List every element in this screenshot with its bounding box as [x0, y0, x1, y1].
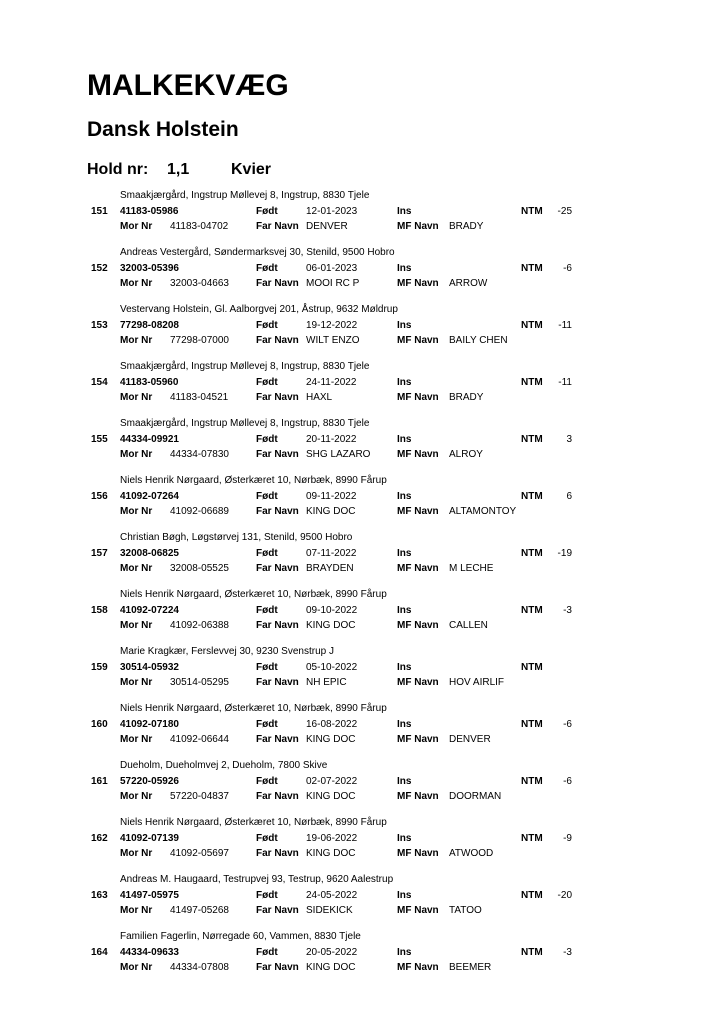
maternal-grandsire-name: DENVER	[449, 734, 491, 745]
maternal-grandsire-label: MF Navn	[397, 449, 439, 460]
ntm-label: NTM	[521, 662, 543, 673]
maternal-grandsire-name: HOV AIRLIF	[449, 677, 505, 688]
animal-entry	[0, 756, 724, 813]
maternal-grandsire-label: MF Navn	[397, 677, 439, 688]
animal-entry	[0, 699, 724, 756]
mother-label: Mor Nr	[120, 620, 153, 631]
ntm-value: -19	[557, 548, 572, 559]
ins-label: Ins	[397, 434, 412, 445]
ntm-label: NTM	[521, 263, 543, 274]
animal-id: 77298-08208	[120, 320, 179, 331]
maternal-grandsire-label: MF Navn	[397, 335, 439, 346]
entry-number: 163	[91, 890, 108, 901]
ins-label: Ins	[397, 491, 412, 502]
mother-number: 41092-05697	[170, 848, 229, 859]
born-date: 16-08-2022	[306, 719, 358, 730]
sire-name: SHG LAZARO	[306, 449, 371, 460]
sire-name: HAXL	[306, 392, 333, 403]
owner-address: Niels Henrik Nørgaard, Østerkæret 10, Nørbæk, 8990 Fårup	[120, 703, 387, 714]
ins-label: Ins	[397, 605, 412, 616]
sire-name: SIDEKICK	[306, 905, 353, 916]
animal-entry	[0, 300, 724, 357]
born-label: Født	[256, 491, 278, 502]
animal-entry	[0, 357, 724, 414]
ntm-label: NTM	[521, 320, 543, 331]
born-label: Født	[256, 263, 278, 274]
born-label: Født	[256, 206, 278, 217]
sire-label: Far Navn	[256, 221, 299, 232]
animal-id: 41183-05960	[120, 377, 179, 388]
ntm-label: NTM	[521, 377, 543, 388]
maternal-grandsire-name: CALLEN	[449, 620, 488, 631]
mother-label: Mor Nr	[120, 278, 153, 289]
sire-name: NH EPIC	[306, 677, 347, 688]
sire-label: Far Navn	[256, 392, 299, 403]
sire-label: Far Navn	[256, 905, 299, 916]
ntm-value: -3	[563, 605, 572, 616]
ntm-value: -20	[557, 890, 572, 901]
ins-label: Ins	[397, 377, 412, 388]
entry-number: 156	[91, 491, 108, 502]
sire-name: BRAYDEN	[306, 563, 354, 574]
ntm-label: NTM	[521, 434, 543, 445]
maternal-grandsire-label: MF Navn	[397, 563, 439, 574]
animal-id: 41092-07224	[120, 605, 179, 616]
mother-number: 44334-07808	[170, 962, 229, 973]
born-date: 09-10-2022	[306, 605, 358, 616]
sire-name: KING DOC	[306, 962, 356, 973]
ntm-label: NTM	[521, 491, 543, 502]
animal-id: 41092-07264	[120, 491, 179, 502]
sire-label: Far Navn	[256, 278, 299, 289]
entry-number: 153	[91, 320, 108, 331]
document-title: MALKEKVÆG	[87, 69, 289, 102]
sire-name: MOOI RC P	[306, 278, 360, 289]
entry-number: 162	[91, 833, 108, 844]
owner-address: Niels Henrik Nørgaard, Østerkæret 10, Nørbæk, 8990 Fårup	[120, 817, 387, 828]
ntm-label: NTM	[521, 833, 543, 844]
sire-label: Far Navn	[256, 848, 299, 859]
owner-address: Vestervang Holstein, Gl. Aalborgvej 201, Åstrup, 9632 Møldrup	[120, 304, 398, 315]
born-date: 06-01-2023	[306, 263, 358, 274]
animal-entry	[0, 870, 724, 927]
maternal-grandsire-name: ATWOOD	[449, 848, 494, 859]
born-label: Født	[256, 377, 278, 388]
maternal-grandsire-name: BRADY	[449, 221, 484, 232]
maternal-grandsire-label: MF Navn	[397, 278, 439, 289]
born-date: 20-05-2022	[306, 947, 358, 958]
ntm-label: NTM	[521, 890, 543, 901]
sire-name: KING DOC	[306, 791, 356, 802]
sire-name: KING DOC	[306, 848, 356, 859]
maternal-grandsire-name: BEEMER	[449, 962, 492, 973]
born-label: Født	[256, 947, 278, 958]
ntm-label: NTM	[521, 776, 543, 787]
animal-entry	[0, 927, 724, 984]
breed-heading: Dansk Holstein	[87, 118, 239, 141]
mother-label: Mor Nr	[120, 449, 153, 460]
ins-label: Ins	[397, 548, 412, 559]
maternal-grandsire-label: MF Navn	[397, 506, 439, 517]
born-label: Født	[256, 434, 278, 445]
maternal-grandsire-name: ALROY	[449, 449, 483, 460]
entry-number: 160	[91, 719, 108, 730]
animal-id: 44334-09921	[120, 434, 179, 445]
animal-entry	[0, 471, 724, 528]
maternal-grandsire-label: MF Navn	[397, 848, 439, 859]
born-label: Født	[256, 320, 278, 331]
mother-label: Mor Nr	[120, 962, 153, 973]
ntm-value: -11	[558, 320, 572, 331]
mother-label: Mor Nr	[120, 335, 153, 346]
sire-name: KING DOC	[306, 506, 356, 517]
mother-number: 41497-05268	[170, 905, 229, 916]
ntm-label: NTM	[521, 605, 543, 616]
owner-address: Niels Henrik Nørgaard, Østerkæret 10, Nørbæk, 8990 Fårup	[120, 589, 387, 600]
sire-name: DENVER	[306, 221, 348, 232]
animal-id: 32003-05396	[120, 263, 179, 274]
animal-id: 30514-05932	[120, 662, 179, 673]
ins-label: Ins	[397, 206, 412, 217]
owner-address: Familien Fagerlin, Nørregade 60, Vammen, 8830 Tjele	[120, 931, 361, 942]
mother-label: Mor Nr	[120, 563, 153, 574]
animal-entry	[0, 414, 724, 471]
mother-number: 41092-06388	[170, 620, 229, 631]
ntm-value: -3	[563, 947, 572, 958]
maternal-grandsire-name: ARROW	[449, 278, 488, 289]
ntm-value: -6	[563, 263, 572, 274]
animal-entry	[0, 813, 724, 870]
ntm-label: NTM	[521, 206, 543, 217]
born-date: 05-10-2022	[306, 662, 358, 673]
mother-label: Mor Nr	[120, 506, 153, 517]
entry-number: 161	[91, 776, 108, 787]
ntm-value: 6	[566, 491, 572, 502]
mother-number: 77298-07000	[170, 335, 229, 346]
born-label: Født	[256, 719, 278, 730]
sire-label: Far Navn	[256, 962, 299, 973]
sire-label: Far Navn	[256, 734, 299, 745]
mother-number: 41092-06689	[170, 506, 229, 517]
mother-label: Mor Nr	[120, 848, 153, 859]
maternal-grandsire-name: M LECHE	[449, 563, 494, 574]
ntm-label: NTM	[521, 548, 543, 559]
mother-number: 41092-06644	[170, 734, 229, 745]
animal-id: 41092-07180	[120, 719, 179, 730]
sire-name: KING DOC	[306, 620, 356, 631]
born-date: 20-11-2022	[306, 434, 357, 445]
sire-label: Far Navn	[256, 449, 299, 460]
entry-number: 159	[91, 662, 108, 673]
animal-id: 32008-06825	[120, 548, 179, 559]
animal-id: 41497-05975	[120, 890, 179, 901]
owner-address: Andreas Vestergård, Søndermarksvej 30, Stenild, 9500 Hobro	[120, 247, 395, 258]
owner-address: Smaakjærgård, Ingstrup Møllevej 8, Ingstrup, 8830 Tjele	[120, 361, 370, 372]
hold-category: Kvier	[231, 161, 272, 178]
born-date: 19-06-2022	[306, 833, 358, 844]
ntm-label: NTM	[521, 719, 543, 730]
ntm-label: NTM	[521, 947, 543, 958]
ntm-value: -6	[563, 719, 572, 730]
mother-label: Mor Nr	[120, 677, 153, 688]
owner-address: Smaakjærgård, Ingstrup Møllevej 8, Ingstrup, 8830 Tjele	[120, 418, 370, 429]
owner-address: Marie Kragkær, Ferslevvej 30, 9230 Svenstrup J	[120, 646, 334, 657]
born-label: Født	[256, 833, 278, 844]
born-date: 24-11-2022	[306, 377, 357, 388]
animal-id: 57220-05926	[120, 776, 179, 787]
ntm-value: -25	[557, 206, 572, 217]
ins-label: Ins	[397, 263, 412, 274]
maternal-grandsire-label: MF Navn	[397, 734, 439, 745]
born-date: 07-11-2022	[306, 548, 357, 559]
mother-label: Mor Nr	[120, 791, 153, 802]
born-label: Født	[256, 605, 278, 616]
mother-number: 30514-05295	[170, 677, 229, 688]
entry-number: 155	[91, 434, 108, 445]
maternal-grandsire-name: BAILY CHEN	[449, 335, 508, 346]
maternal-grandsire-label: MF Navn	[397, 221, 439, 232]
entry-number: 157	[91, 548, 108, 559]
sire-name: KING DOC	[306, 734, 356, 745]
mother-number: 57220-04837	[170, 791, 229, 802]
ntm-value: -6	[563, 776, 572, 787]
born-date: 24-05-2022	[306, 890, 358, 901]
mother-label: Mor Nr	[120, 221, 153, 232]
born-label: Født	[256, 662, 278, 673]
maternal-grandsire-name: TATOO	[449, 905, 482, 916]
ins-label: Ins	[397, 890, 412, 901]
ins-label: Ins	[397, 833, 412, 844]
hold-label: Hold nr:	[87, 161, 149, 178]
animal-entry	[0, 642, 724, 699]
sire-label: Far Navn	[256, 791, 299, 802]
animal-id: 41183-05986	[120, 206, 179, 217]
ntm-value: -9	[563, 833, 572, 844]
animal-id: 41092-07139	[120, 833, 179, 844]
maternal-grandsire-label: MF Navn	[397, 392, 439, 403]
born-label: Født	[256, 548, 278, 559]
mother-label: Mor Nr	[120, 392, 153, 403]
entry-number: 154	[91, 377, 108, 388]
sire-label: Far Navn	[256, 677, 299, 688]
sire-label: Far Navn	[256, 563, 299, 574]
born-date: 02-07-2022	[306, 776, 358, 787]
mother-number: 41183-04702	[170, 221, 229, 232]
sire-label: Far Navn	[256, 506, 299, 517]
mother-label: Mor Nr	[120, 905, 153, 916]
ntm-value: -11	[558, 377, 572, 388]
owner-address: Dueholm, Dueholmvej 2, Dueholm, 7800 Skive	[120, 760, 328, 771]
maternal-grandsire-name: DOORMAN	[449, 791, 502, 802]
owner-address: Niels Henrik Nørgaard, Østerkæret 10, Nørbæk, 8990 Fårup	[120, 475, 387, 486]
ins-label: Ins	[397, 719, 412, 730]
born-date: 12-01-2023	[306, 206, 358, 217]
born-date: 19-12-2022	[306, 320, 358, 331]
mother-number: 32003-04663	[170, 278, 229, 289]
sire-name: WILT ENZO	[306, 335, 360, 346]
ins-label: Ins	[397, 776, 412, 787]
ntm-value: 3	[566, 434, 572, 445]
maternal-grandsire-label: MF Navn	[397, 905, 439, 916]
sire-label: Far Navn	[256, 335, 299, 346]
mother-number: 32008-05525	[170, 563, 229, 574]
maternal-grandsire-label: MF Navn	[397, 962, 439, 973]
maternal-grandsire-label: MF Navn	[397, 791, 439, 802]
born-label: Født	[256, 890, 278, 901]
entry-number: 158	[91, 605, 108, 616]
maternal-grandsire-label: MF Navn	[397, 620, 439, 631]
ins-label: Ins	[397, 662, 412, 673]
animal-entry	[0, 243, 724, 300]
owner-address: Andreas M. Haugaard, Testrupvej 93, Testrup, 9620 Aalestrup	[120, 874, 394, 885]
entry-number: 152	[91, 263, 108, 274]
sire-label: Far Navn	[256, 620, 299, 631]
born-date: 09-11-2022	[306, 491, 357, 502]
maternal-grandsire-name: BRADY	[449, 392, 484, 403]
mother-number: 44334-07830	[170, 449, 229, 460]
entry-number: 151	[91, 206, 108, 217]
maternal-grandsire-name: ALTAMONTOY	[449, 506, 517, 517]
mother-number: 41183-04521	[170, 392, 229, 403]
animal-entry	[0, 186, 724, 243]
owner-address: Smaakjærgård, Ingstrup Møllevej 8, Ingstrup, 8830 Tjele	[120, 190, 370, 201]
animal-id: 44334-09633	[120, 947, 179, 958]
born-label: Født	[256, 776, 278, 787]
mother-label: Mor Nr	[120, 734, 153, 745]
animal-entry	[0, 585, 724, 642]
animal-list	[0, 186, 724, 984]
hold-number: 1,1	[167, 161, 190, 178]
ins-label: Ins	[397, 947, 412, 958]
owner-address: Christian Bøgh, Løgstørvej 131, Stenild, 9500 Hobro	[120, 532, 353, 543]
animal-entry	[0, 528, 724, 585]
ins-label: Ins	[397, 320, 412, 331]
entry-number: 164	[91, 947, 108, 958]
